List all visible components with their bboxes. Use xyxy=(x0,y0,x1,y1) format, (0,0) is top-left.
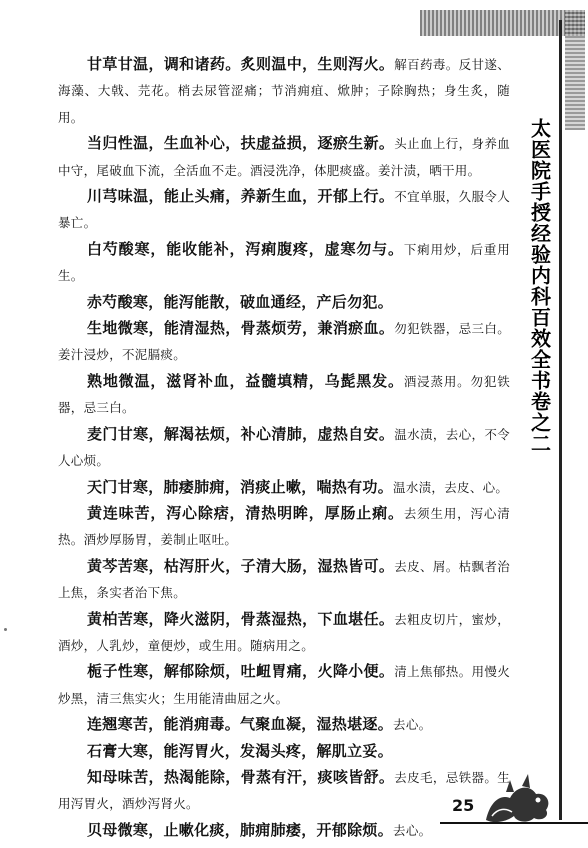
herb-entry xyxy=(58,131,510,184)
side-rule xyxy=(559,20,562,820)
herb-note: 温水渍，去皮、心。 xyxy=(393,479,509,495)
herb-entry xyxy=(58,184,510,237)
scan-speck xyxy=(4,628,7,631)
herb-entry xyxy=(58,659,510,712)
herb-verse: 黄芩苦寒，枯泻肝火，子清大肠，湿热皆可。 xyxy=(87,556,395,575)
herb-verse: 当归性温，生血补心，扶虚益损，逐瘀生新。 xyxy=(87,134,395,153)
herb-note: 酒浸蒸用。勿犯铁器，忌三白。 xyxy=(58,373,510,416)
herb-entry xyxy=(58,237,510,290)
herb-verse: 黄柏苦寒，降火滋阴，骨蒸湿热，下血堪任。 xyxy=(87,609,395,628)
herb-note: 温水渍，去心，不令人心烦。 xyxy=(58,426,510,469)
herb-verse: 栀子性寒，解郁除烦，吐衄胃痛，火降小便。 xyxy=(87,662,395,681)
herb-entry xyxy=(58,369,510,422)
herb-entry xyxy=(58,712,510,738)
herb-note: 解百药毒。反甘遂、海藻、大戟、芫花。梢去尿管涩痛；节消痈疽、焮肿；子除胸热；身生炙，随用。 xyxy=(58,57,510,125)
herb-note: 去粗皮切片，蜜炒，酒炒，人乳炒，童便炒，或生用。随病用之。 xyxy=(58,611,510,653)
decorative-border-side xyxy=(565,10,585,130)
herb-entry xyxy=(58,290,510,316)
herb-verse: 川芎味温，能止头痛，养新生血，开郁上行。 xyxy=(87,187,395,206)
herb-note: 下痢用炒，后重用生。 xyxy=(58,241,510,284)
herb-note: 不宜单服，久服令人暴亡。 xyxy=(58,189,510,231)
herb-entry xyxy=(58,554,510,607)
herb-verse: 麦门甘寒，解渴祛烦，补心清肺，虚热自安。 xyxy=(87,424,395,443)
herb-verse: 天门甘寒，肺痿肺痈，消痰止嗽，喘热有功。 xyxy=(87,477,394,496)
herb-note: 头止血上行，身养血中守，尾破血下流，全活血不走。酒浸洗净，体肥痰盛。姜汁渍，晒干用。 xyxy=(58,136,510,178)
herb-entry xyxy=(58,316,510,369)
herb-note: 去须生用，泻心清热。酒炒厚肠胃，姜制止呕吐。 xyxy=(58,505,510,548)
herb-verse: 甘草甘温，调和诸药。炙则温中，生则泻火。 xyxy=(87,55,395,73)
herb-verse: 黄连味苦，泻心除痞，清热明眸，厚肠止痢。 xyxy=(87,503,404,522)
book-title: 太医院手授经验内科百效全书卷之二 xyxy=(527,118,552,454)
herb-note: 去皮毛，忌铁器。生用泻胃火，酒炒泻肾火。 xyxy=(58,769,510,812)
herb-verse: 连翘寒苦，能消痈毒。气聚血凝，湿热堪逐。 xyxy=(87,715,394,734)
herb-note: 去心。 xyxy=(393,822,432,838)
herb-note: 勿犯铁器，忌三白。姜汁浸炒，不泥膈痰。 xyxy=(58,321,510,363)
side-banner xyxy=(523,118,557,678)
herb-verse: 熟地微温，滋肾补血，益髓填精，乌髭黑发。 xyxy=(87,371,404,390)
herb-entry xyxy=(58,739,510,765)
herb-verse: 知母味苦，热渴能除，骨蒸有汗，痰咳皆舒。 xyxy=(87,767,395,786)
herb-entry xyxy=(58,765,510,818)
page-number: 25 xyxy=(452,796,475,815)
herb-entry xyxy=(58,501,510,554)
herb-verse: 石膏大寒，能泻胃火，发渴头疼，解肌立妥。 xyxy=(87,741,394,760)
footer-rule xyxy=(440,822,588,824)
herb-entry xyxy=(58,475,510,501)
herb-entry xyxy=(58,607,510,660)
herb-verse: 赤芍酸寒，能泻能散，破血通经，产后勿犯。 xyxy=(87,292,394,311)
dragon-ornament-icon xyxy=(476,772,556,826)
herb-verse: 贝母微寒，止嗽化痰，肺痈肺痿，开郁除烦。 xyxy=(87,820,394,839)
herb-verse: 白芍酸寒，能收能补，泻痢腹疼，虚寒勿与。 xyxy=(87,239,404,258)
herb-entry xyxy=(58,422,510,475)
herb-note: 去心。 xyxy=(393,717,432,733)
herb-entry xyxy=(58,52,510,131)
herb-verse: 生地微寒，能清湿热，骨蒸烦劳，兼消瘀血。 xyxy=(87,319,395,338)
page-body xyxy=(58,52,510,844)
herb-note: 清上焦郁热。用慢火炒黑，清三焦实火；生用能清曲屈之火。 xyxy=(58,664,510,706)
herb-note: 去皮、屑。枯飘者治上焦，条实者治下焦。 xyxy=(58,558,510,601)
